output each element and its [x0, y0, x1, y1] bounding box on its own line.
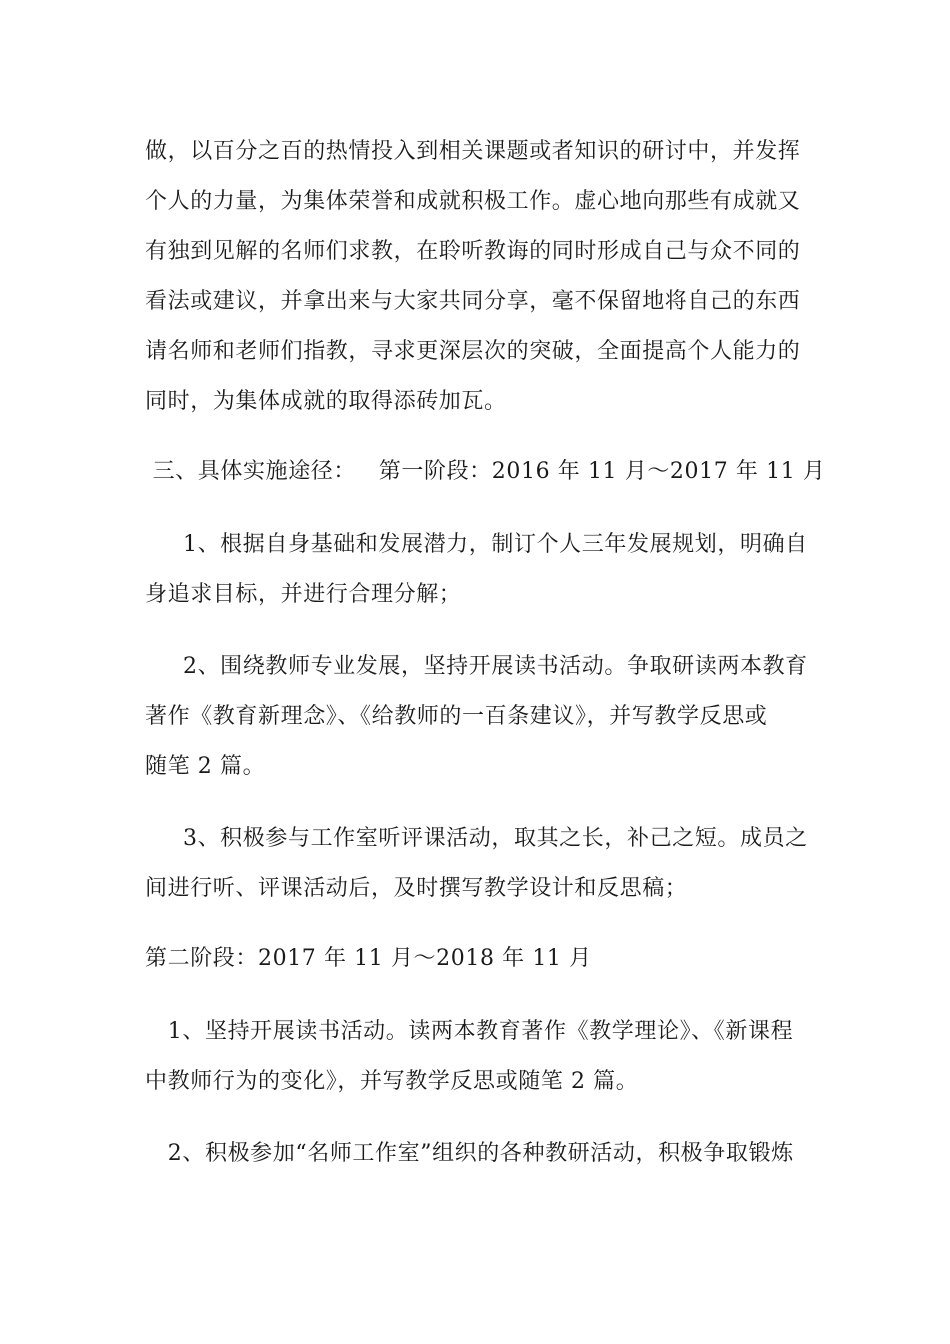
list-item-line: 身追求目标，并进行合理分解；: [145, 582, 462, 607]
list-item-line: 3、积极参与工作室听评课活动，取其之长，补己之短。成员之: [145, 826, 808, 851]
paragraph-line: 看法或建议，并拿出来与大家共同分享，毫不保留地将自己的东西: [145, 289, 801, 314]
list-item-line: 随笔 2 篇。: [145, 754, 266, 779]
list-item-line: 间进行听、评课活动后，及时撰写教学设计和反思稿；: [145, 876, 688, 901]
paragraph-line: 个人的力量，为集体荣誉和成就积极工作。虚心地向那些有成就又: [145, 189, 801, 214]
paragraph-line: 有独到见解的名师们求教，在聆听教诲的同时形成自己与众不同的: [145, 239, 801, 264]
paragraph-line: 做，以百分之百的热情投入到相关课题或者知识的研讨中，并发挥: [145, 139, 801, 164]
list-item-line: 1、坚持开展读书活动。读两本教育著作《教学理论》、《新课程: [145, 1019, 794, 1044]
list-item-line: 著作《教育新理念》、《给教师的一百条建议》，并写教学反思或: [145, 704, 768, 729]
paragraph-line: 请名师和老师们指教，寻求更深层次的突破，全面提高个人能力的: [145, 339, 801, 364]
list-item-line: 2、围绕教师专业发展，坚持开展读书活动。争取研读两本教育: [145, 654, 808, 679]
list-item-line: 2、积极参加“名师工作室”组织的各种教研活动，积极争取锻炼: [145, 1141, 794, 1166]
stage-heading: 第二阶段：2017 年 11 月～2018 年 11 月: [145, 946, 592, 971]
paragraph-line: 同时，为集体成就的取得添砖加瓦。: [145, 389, 507, 414]
section-heading: 三、具体实施途径： 第一阶段：2016 年 11 月～2017 年 11 月: [145, 459, 826, 484]
list-item-line: 1、根据自身基础和发展潜力，制订个人三年发展规划，明确自: [145, 532, 808, 557]
list-item-line: 中教师行为的变化》，并写教学反思或随笔 2 篇。: [145, 1069, 639, 1094]
